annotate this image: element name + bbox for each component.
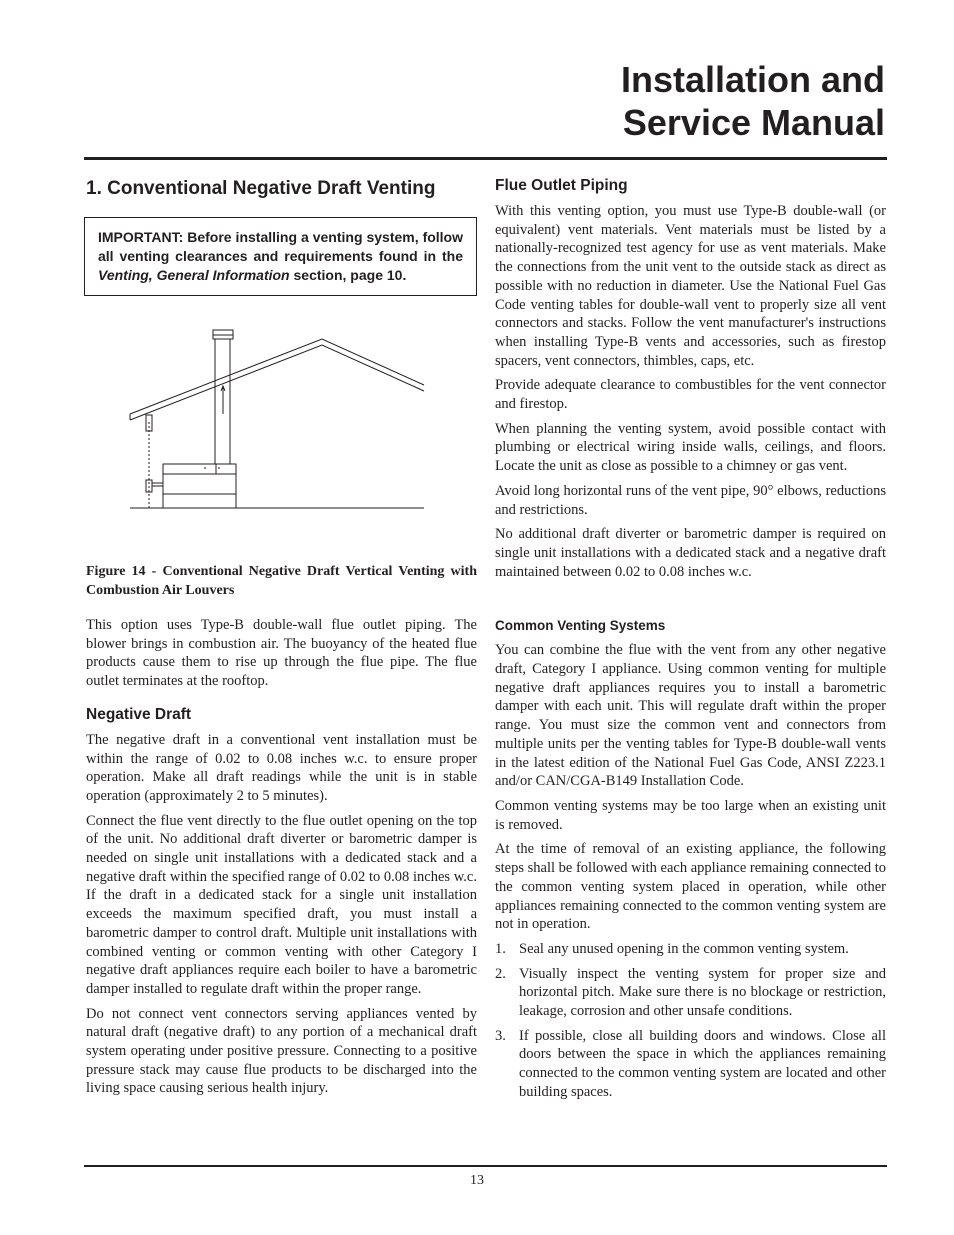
negative-draft-heading: Negative Draft bbox=[86, 705, 192, 723]
step-number: 2. bbox=[495, 965, 506, 982]
negative-draft-paragraph-3: Do not connect vent connectors serving appliances vented by natural draft (negative draft) to any portion of a mechanical draft system operating under positive pressure. Connecting to a positive pressure stack may cause flue products to be discharged into the living space causing serious health injury. bbox=[86, 1005, 477, 1097]
negative-draft-paragraph-2: Connect the flue vent directly to the flue outlet opening on the top of the unit. No additional draft diverter or barometric damper is needed on single unit installations with a dedicated stack and a negative draft within the specified range of 0.02 to 0.08 inches w.c. If the draft in a dedicated stack for a single unit installation exceeds the maximum specified draft, you must install a barometric damper to control draft. Multiple unit installations with combined venting or common venting with other Category I negative draft appliances require each boiler to have a barometric damper installed to regulate draft within the proper range. bbox=[86, 812, 477, 997]
left-column bbox=[86, 172, 477, 1104]
notice-reference: Venting, General Information bbox=[98, 267, 290, 283]
removal-steps bbox=[495, 940, 886, 1102]
figure-caption: Figure 14 - Conventional Negative Draft Vertical Venting with Combustion Air Louvers bbox=[86, 564, 477, 598]
section-title: 1. Conventional Negative Draft Venting bbox=[86, 178, 436, 199]
manual-title-line1: Installation and bbox=[620, 59, 885, 100]
header-rule bbox=[84, 157, 887, 160]
common-paragraph-2: Common venting systems may be too large when an existing unit is removed. bbox=[495, 797, 886, 833]
step-text: Seal any unused opening in the common venting system. bbox=[519, 940, 849, 957]
step-text: Visually inspect the venting system for proper size and horizontal pitch. Make sure there is no blockage or restriction, leakage, corrosion and other unsafe conditions. bbox=[519, 965, 886, 1020]
step-item bbox=[495, 965, 886, 1021]
notice-lead: IMPORTANT: Before installing a venting system, follow all venting clearances and requirements found in the bbox=[98, 229, 463, 264]
important-notice bbox=[84, 217, 477, 296]
common-paragraph-3: At the time of removal of an existing appliance, the following steps shall be followed with each appliance remaining connected to the common venting system placed in operation, while other appliances remaining connected to the common venting system are not in operation. bbox=[495, 841, 886, 933]
flue-outlet-heading: Flue Outlet Piping bbox=[495, 177, 628, 194]
roof-outline bbox=[130, 339, 424, 420]
exterior-wall bbox=[146, 415, 152, 508]
flue-paragraph-4: Avoid long horizontal runs of the vent pipe, 90° elbows, reductions and restrictions. bbox=[495, 482, 886, 518]
step-number: 3. bbox=[495, 1027, 506, 1044]
negative-draft-paragraph-1: The negative draft in a conventional vent installation must be within the range of 0.02 to 0.08 inches w.c. to ensure proper operation. Make all draft readings while the unit is in stable operation (approximately 2 to 5 minutes). bbox=[86, 731, 477, 804]
boiler-unit bbox=[152, 464, 236, 508]
notice-tail: section, page 10. bbox=[293, 267, 407, 283]
figure-14 bbox=[86, 328, 477, 538]
vent-stack bbox=[213, 330, 233, 464]
common-venting-heading: Common Venting Systems bbox=[495, 618, 666, 634]
step-number: 1. bbox=[495, 940, 506, 957]
footer-rule bbox=[84, 1165, 887, 1167]
page-number: 13 bbox=[470, 1173, 484, 1188]
common-paragraph-1: You can combine the flue with the vent from any other negative draft, Category I appliance. Using common venting for multiple negative draft appliances requires you to install a barometric damper with each unit. This will regulate draft within the proper range. You must size the common vent and connectors from multiple units per the venting tables for Type-B double-wall vents in the latest edition of the National Fuel Gas Code, ANSI Z223.1 and/or CAN/CGA-B149 Installation Code. bbox=[495, 642, 886, 790]
venting-diagram bbox=[126, 328, 426, 528]
step-item bbox=[495, 940, 886, 959]
flue-paragraph-5: No additional draft diverter or barometric damper is required on single unit installations with a dedicated stack and a negative draft maintained between 0.02 to 0.08 inches w.c. bbox=[495, 526, 886, 580]
flue-paragraph-1: With this venting option, you must use Type-B double-wall (or equivalent) vent materials. Vent materials must be listed by a nationally-recognized test agency for use as vent materials. Make the connections from the unit vent to the outside stack as direct as possible with no reduction in diameter. Use the National Fuel Gas Code venting tables for double-wall vent to properly size all vent connectors and stacks. Follow the vent manufacturer's instructions when installing Type-B vents and accessories, such as firestop spacers, vent connectors, thimbles, caps, etc. bbox=[495, 203, 886, 369]
right-column bbox=[495, 172, 886, 1108]
flue-paragraph-3: When planning the venting system, avoid possible contact with plumbing or electrical wiring inside walls, ceilings, and floors. Locate the unit as close as possible to a chimney or gas vent. bbox=[495, 420, 886, 475]
manual-title bbox=[285, 58, 885, 144]
step-item bbox=[495, 1027, 886, 1102]
flue-paragraph-2: Provide adequate clearance to combustibles for the vent connector and firestop. bbox=[495, 377, 886, 413]
manual-title-line2: Service Manual bbox=[622, 102, 885, 143]
step-text: If possible, close all building doors and windows. Close all doors between the space in which the appliances remaining connected to the common venting system are located and other building spaces. bbox=[519, 1027, 886, 1100]
intro-paragraph: This option uses Type-B double-wall flue outlet piping. The blower brings in combustion air. The buoyancy of the heated flue products cause them to rise up through the flue pipe. The flue outlet terminates at the rooftop. bbox=[86, 617, 477, 690]
